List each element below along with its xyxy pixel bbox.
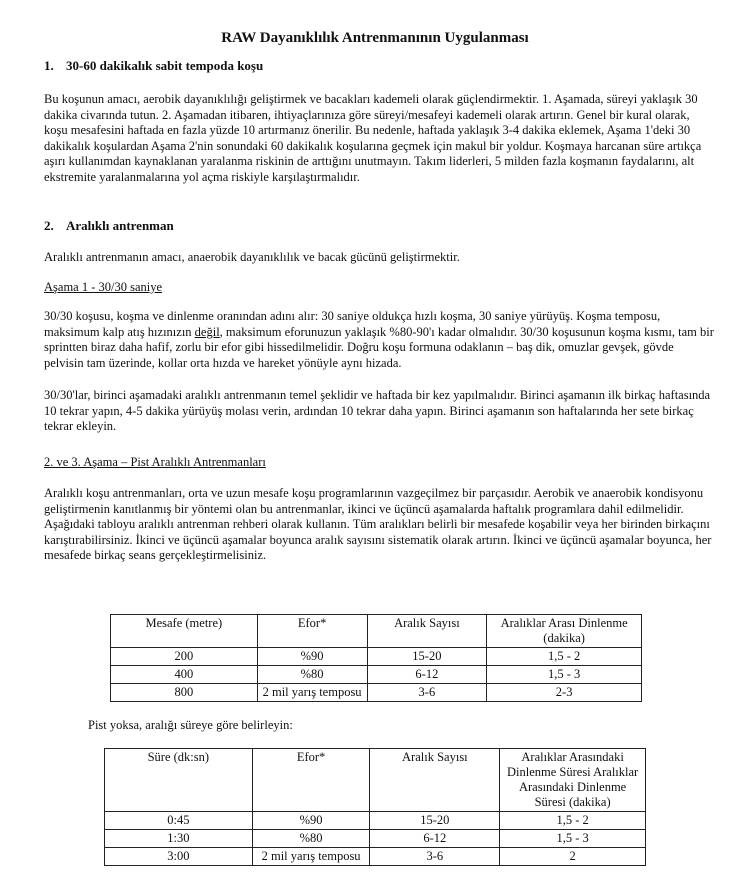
phase-1-paragraph-2: 30/30'lar, birinci aşamadaki aralıklı antrenmanın temel şeklidir ve haftada bir kez yapılmalıdır. Birinci aşamanın ilk birkaç haftasında 10 tekrar yapın, 4-5 dakika yürüyüş molası verin, ardından 10 tekrar daha yapın. Birinci aşamanın son haftalarında her sete birkaç tekrar ekleyin. (44, 388, 711, 434)
phase-2-3-paragraph: Aralıklı koşu antrenmanları, orta ve uzun mesafe koşu programlarının vazgeçilmez bir parçasıdır. Aerobik ve anaerobik kondisyonu geliştirmenin kanıtlanmış bir yöntemi olan bu antrenmanlar, ikinci ve üçüncü aşamalarda haftalık programlara dahil edilmelidir. Aşağıdaki tabloyu aralıklı antrenman rehberi olarak kullanın. Tüm aralıkları belirli bir mesafede koşabilir veya her birinden birkaçını karıştırabilirsiniz. İkinci ve üçüncü aşamalar boyunca aralık sayısını sistematik olarak artırın. İkinci ve üçüncü aşamalar boyunca, her mesafede birkaç seans gerçekleştirmelisiniz. (44, 486, 712, 563)
table-cell: %80 (252, 830, 370, 848)
table-cell: 3-6 (367, 684, 487, 702)
table-cell: %90 (257, 648, 367, 666)
phase-1-text-a: 30/30 koşusu, koşma ve dinlenme oranından adını alır: 30 saniye oldukça hızlı koşma, 30 saniye yürüyüş. Koşma temposu, maksimum kalp atış hızınızın (44, 309, 661, 339)
table-row (105, 848, 646, 866)
table-cell: 15-20 (370, 812, 500, 830)
table-row (105, 830, 646, 848)
table-header-cell: Efor* (257, 615, 367, 648)
table-cell: 2 (500, 848, 646, 866)
table-cell: 1,5 - 3 (500, 830, 646, 848)
table-cell: 1:30 (105, 830, 253, 848)
table-header-cell: Mesafe (metre) (111, 615, 258, 648)
table-cell: 6-12 (367, 666, 487, 684)
section-1-number: 1. (44, 58, 54, 73)
table-header-cell: Aralıklar Arası Dinlenme (dakika) (487, 615, 642, 648)
section-2-title: Aralıklı antrenman (66, 218, 174, 233)
table-cell: 0:45 (105, 812, 253, 830)
table-cell: 15-20 (367, 648, 487, 666)
section-1-title: 30-60 dakikalık sabit tempoda koşu (66, 58, 264, 73)
table-cell: 2-3 (487, 684, 642, 702)
table-cell: %80 (257, 666, 367, 684)
phase-1-subheading: Aşama 1 - 30/30 saniye (44, 280, 163, 294)
table-cell: 3-6 (370, 848, 500, 866)
time-interval-table (104, 748, 646, 866)
table-cell: 2 mil yarış temposu (252, 848, 370, 866)
section-2-intro: Aralıklı antrenmanın amacı, anaerobik dayanıklılık ve bacak gücünü geliştirmektir. (44, 250, 460, 264)
table-row (105, 812, 646, 830)
no-track-note: Pist yoksa, aralığı süreye göre belirleyin: (88, 718, 293, 732)
table-header-row (105, 749, 646, 812)
phase-1-text-b: , maksimum eforunuzun yaklaşık %80-90'ı kadar olmalıdır. 30/30 koşusunun koşma kısmı, tam bir sprintten biraz daha hafif, zorlu bir efor gibi hissedilmelidir. Doğru koşu formuna odaklanın – baş dik, omuzlar gevşek, gövde pelvisin tam üzerinde, kollar orta hızda ve hareket yönüyle aynı hizada. (44, 324, 714, 370)
table-row (111, 666, 642, 684)
table-header-cell: Aralıklar Arasındaki Dinlenme Süresi Aralıklar Arasındaki Dinlenme Süresi (dakika) (500, 749, 646, 812)
table-cell: 6-12 (370, 830, 500, 848)
table-cell: 2 mil yarış temposu (257, 684, 367, 702)
table-header-cell: Aralık Sayısı (370, 749, 500, 812)
table-header-cell: Efor* (252, 749, 370, 812)
table-cell: 800 (111, 684, 258, 702)
section-2-number: 2. (44, 218, 54, 233)
section-1-heading (44, 58, 263, 74)
table-cell: 1,5 - 2 (500, 812, 646, 830)
phase-1-paragraph-1 (44, 309, 714, 371)
document-title: RAW Dayanıklılık Antrenmanının Uygulanması (221, 30, 529, 46)
table-cell: 1,5 - 3 (487, 666, 642, 684)
table-cell: 3:00 (105, 848, 253, 866)
table-header-cell: Süre (dk:sn) (105, 749, 253, 812)
emphasis-not: değil (194, 324, 220, 339)
table-header-cell: Aralık Sayısı (367, 615, 487, 648)
table-row (111, 684, 642, 702)
section-1-paragraph: Bu koşunun amacı, aerobik dayanıklılığı geliştirmek ve bacakları kademeli olarak güçlendirmektir. 1. Aşamada, süreyi yaklaşık 30 dakika civarında tutun. 2. Aşamadan itibaren, ihtiyaçlarınıza göre süreyi/mesafeyi kademeli olarak artırın. Genel bir kural olarak, koşu mesafesini haftada en fazla yüzde 10 artırmanız önerilir. Bu nedenle, haftada yaklaşık 3-4 dakika eklemek, Aşama 1'deki 30 dakikalık koşulardan Aşama 2'nin sonundaki 60 dakikalık koşularına geçmek için makul bir yoldur. Koşmaya harcanan süre artıkça aşırı kullanımdan kaynaklanan yaralanma riskinin de arttığını unutmayın. Takım liderleri, 5 milden fazla koşmanın faydalarını, alt ekstremite yaralanmalarına yol açma riskiyle karşılaştırmalıdır. (44, 92, 702, 184)
phase-2-3-subheading: 2. ve 3. Aşama – Pist Aralıklı Antrenmanları (44, 455, 266, 469)
table-cell: 200 (111, 648, 258, 666)
table-row (111, 648, 642, 666)
table-header-row (111, 615, 642, 648)
section-2-heading (44, 218, 174, 234)
table-cell: %90 (252, 812, 370, 830)
table-cell: 400 (111, 666, 258, 684)
distance-interval-table (110, 614, 642, 702)
table-cell: 1,5 - 2 (487, 648, 642, 666)
